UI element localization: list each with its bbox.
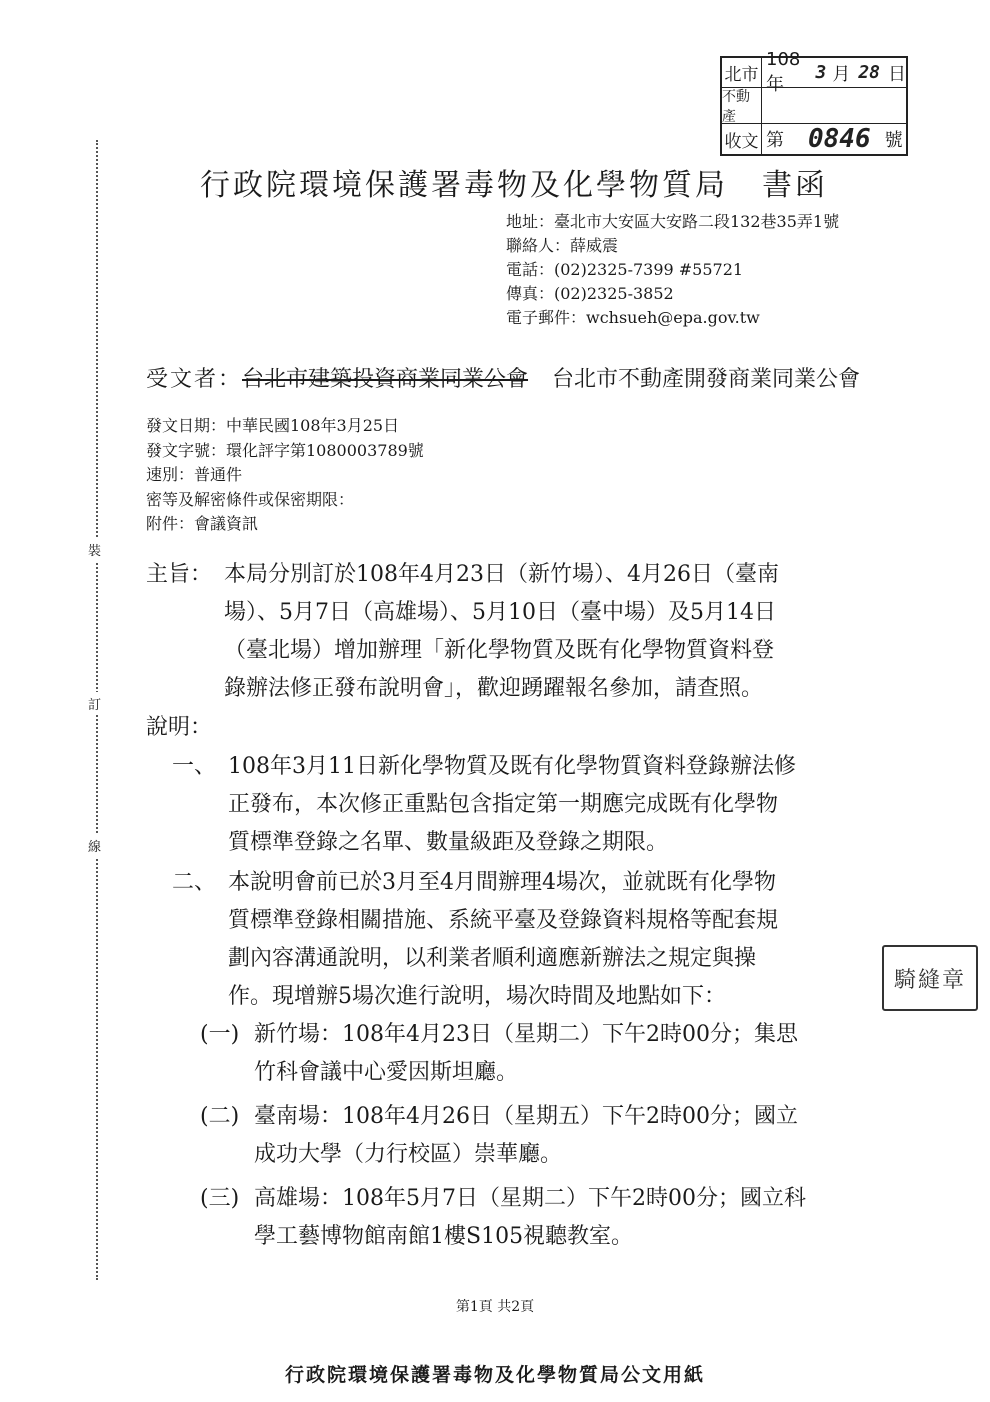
explanation-item-2 <box>172 864 888 1016</box>
subject <box>146 556 886 708</box>
recipient-label: 受文者： <box>146 367 243 392</box>
item-number: 一、 <box>172 754 217 779</box>
contact-block <box>506 210 839 330</box>
stamp-month: 3 <box>815 62 827 83</box>
session-line: 成功大學（力行校區）崇華廳。 <box>254 1142 563 1167</box>
item-line: 正發布，本次修正重點包含指定第一期應完成既有化學物 <box>228 792 779 817</box>
item-line: 108年3月11日新化學物質及既有化學物質資料登錄辦法修 <box>228 754 796 779</box>
contact-person: 聯絡人：薛威震 <box>506 236 619 255</box>
subject-line-4: 錄辦法修正發布說明會」，歡迎踴躍報名參加，請查照。 <box>224 676 764 701</box>
item-line: 質標準登錄相關措施、系統平臺及登錄資料規格等配套規 <box>228 908 779 933</box>
session-line: 竹科會議中心愛因斯坦廳。 <box>254 1060 519 1085</box>
stamp-day: 28 <box>858 62 880 83</box>
subject-label: 主旨： <box>146 562 213 587</box>
document-meta <box>146 414 424 537</box>
session-number: (二) <box>200 1104 240 1129</box>
session-line: 新竹場：108年4月23日（星期二）下午2時00分；集思 <box>254 1022 798 1047</box>
stamp-date <box>762 49 906 95</box>
attachment: 附件：會議資訊 <box>146 514 259 533</box>
page-number: 第1頁 共2頁 <box>455 1299 535 1315</box>
item-line: 作。現增辦5場次進行說明，場次時間及地點如下： <box>228 984 726 1009</box>
stamp-org-3: 收文 <box>722 124 762 154</box>
binding-char-3: 線 <box>88 834 101 857</box>
stamp-number-value: 0846 <box>808 124 871 154</box>
fax: 傳真：(02)2325-3852 <box>506 284 674 303</box>
document-title <box>200 160 828 204</box>
seal-stamp: 騎縫章 <box>882 945 978 1011</box>
recipient-struck: 台北市建築投資商業同業公會 <box>242 367 529 392</box>
footer-text: 行政院環境保護署毒物及化學物質局公文用紙 <box>284 1364 705 1386</box>
session-line: 臺南場：108年4月26日（星期五）下午2時00分；國立 <box>254 1104 798 1129</box>
address: 地址：臺北市大安區大安路二段132巷35弄1號 <box>506 212 840 231</box>
item-line: 質標準登錄之名單、數量級距及登錄之期限。 <box>228 830 669 855</box>
item-line: 本說明會前已於3月至4月間辦理4場次，並就既有化學物 <box>228 870 776 895</box>
subject-line-2: 場）、5月7日（高雄場）、5月10日（臺中場）及5月14日 <box>224 600 776 625</box>
item-line: 劃內容溝通說明，以利業者順利適應新辦法之規定與操 <box>228 946 757 971</box>
doc-type: 書函 <box>762 168 828 203</box>
session-item <box>200 1098 884 1174</box>
agency-name: 行政院環境保護署毒物及化學物質局 <box>200 168 728 203</box>
stamp-day-label: 日 <box>888 63 906 85</box>
recipient <box>146 362 860 393</box>
session-item <box>200 1180 884 1256</box>
session-number: (一) <box>200 1022 240 1047</box>
session-number: (三) <box>200 1186 240 1211</box>
speed: 速別：普通件 <box>146 465 243 484</box>
email: 電子郵件：wchsueh@epa.gov.tw <box>506 308 760 327</box>
session-item <box>200 1016 884 1092</box>
session-line: 學工藝博物館南館1樓S105視聽教室。 <box>254 1224 634 1249</box>
stamp-number-prefix: 第 <box>766 130 784 151</box>
phone: 電話：(02)2325-7399 #55721 <box>506 260 744 279</box>
stamp-year-label: 108年 <box>766 49 801 95</box>
stamp-org-2: 不動產 <box>722 88 762 124</box>
item-number: 二、 <box>172 870 217 895</box>
receipt-stamp <box>720 49 908 156</box>
recipient-name: 台北市不動產開發商業同業公會 <box>552 367 861 392</box>
doc-number: 發文字號：環化評字第1080003789號 <box>146 440 424 460</box>
session-line: 高雄場：108年5月7日（星期二）下午2時00分；國立科 <box>254 1186 806 1211</box>
explanation-item-1 <box>172 748 888 862</box>
subject-line-1: 本局分別訂於108年4月23日（新竹場）、4月26日（臺南 <box>224 562 779 587</box>
stamp-number-suffix: 號 <box>884 130 903 151</box>
binding-char-2: 訂 <box>88 692 101 715</box>
stamp-number <box>762 124 906 154</box>
secrecy: 密等及解密條件或保密期限： <box>146 489 355 509</box>
stamp-month-label: 月 <box>832 63 851 85</box>
explanation-label: 說明： <box>146 715 213 740</box>
issue-date: 發文日期：中華民國108年3月25日 <box>146 416 400 435</box>
stamp-number-row <box>762 88 906 124</box>
subject-line-3: （臺北場）增加辦理「新化學物質及既有化學物質資料登 <box>224 638 775 663</box>
binding-char-1: 裝 <box>88 538 101 561</box>
stamp-org-1: 北市 <box>722 58 762 88</box>
